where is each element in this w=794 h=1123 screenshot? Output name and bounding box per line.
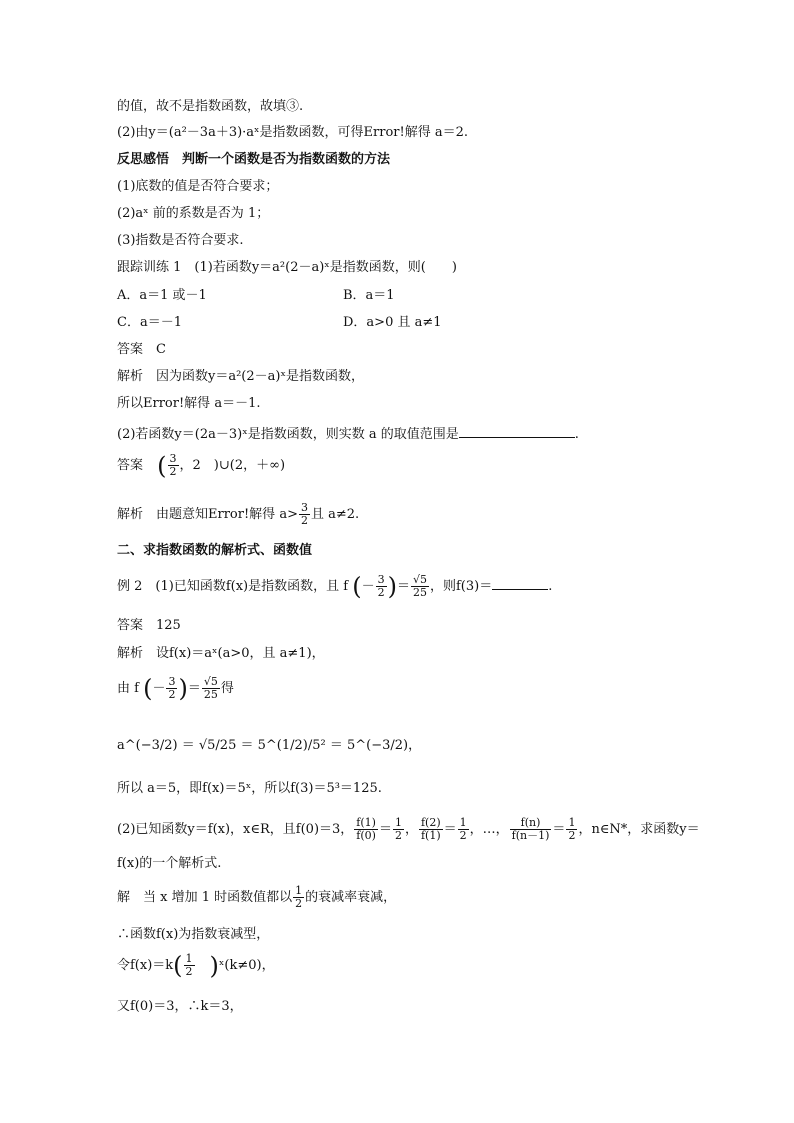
solution-text: 的衰减率衰减，	[305, 890, 397, 905]
fraction: $\frac{1}{2}$	[295, 884, 303, 910]
text-line: 解析 因为函数y＝a²(2－a)ˣ是指数函数，	[117, 369, 364, 384]
text-line: f(x)的一个解析式.	[117, 856, 222, 871]
answer-text: ，2 )∪(2，＋∞)	[179, 458, 286, 473]
fraction: $\frac{3}{2}$	[377, 573, 385, 599]
text-line: 所以Error!解得 a＝－1.	[117, 396, 261, 411]
exercise-question: 跟踪训练 1 (1)若函数y＝a²(2－a)ˣ是指数函数，则( )	[117, 260, 457, 275]
fraction: $\frac{3}{2}$	[169, 452, 177, 478]
option-d: D．a>0 且 a≠1	[343, 315, 442, 330]
options-row	[117, 287, 677, 305]
example-text: ，则f(3)＝	[430, 579, 493, 594]
problem-text: (2)已知函数y＝f(x)，x∈R，且f(0)＝3，	[117, 822, 354, 837]
solution-text: 解析 由题意知Error!解得 a>	[117, 507, 298, 522]
option-b: B．a＝1	[343, 288, 395, 303]
fraction: $\frac{√5}{25}$	[412, 573, 427, 599]
answer-line: 答案 ( $\frac{3}{2}$ ，2 )∪(2，＋∞)	[117, 451, 286, 480]
fraction: $\frac{√5}{25}$	[203, 675, 218, 701]
option-a: A．a＝1 或－1	[117, 288, 207, 303]
options-row	[117, 314, 677, 332]
solution-text: 解 当 x 增加 1 时函数值都以	[117, 890, 293, 905]
text-line: 由 f (－ $\frac{3}{2}$ )＝ $\frac{√5}{25}$ 得	[117, 674, 234, 703]
answer-line: 答案 125	[117, 618, 181, 633]
text-line	[117, 424, 579, 444]
solution-text: 且 a≠2.	[310, 507, 360, 522]
text-line: 的值，故不是指数函数，故填③.	[117, 99, 304, 114]
answer-line: 答案 C	[117, 342, 166, 357]
fraction: $\frac{3}{2}$	[300, 501, 308, 527]
solution-text: 得	[220, 681, 234, 696]
text-line: (3)指数是否符合要求.	[117, 233, 244, 248]
period: .	[548, 579, 553, 594]
text-line: 所以 a＝5，即f(x)＝5ˣ，所以f(3)＝5³＝125.	[117, 781, 382, 796]
text-line	[117, 500, 359, 530]
fraction: $\frac{f(2)}{f(1)}$	[420, 816, 441, 842]
solution-text: 由 f	[117, 681, 139, 696]
period: .	[574, 427, 579, 442]
option-c: C．a＝－1	[117, 315, 182, 330]
text-line: (2)由y＝(a²－3a＋3)·aˣ是指数函数，可得Error!解得 a＝2.	[117, 125, 469, 140]
text-line: 又f(0)＝3，∴k＝3，	[117, 999, 243, 1014]
text-line: (1)底数的值是否符合要求；	[117, 179, 279, 194]
fraction: $\frac{1}{2}$	[459, 816, 467, 842]
solution-text: 令f(x)＝k	[117, 958, 174, 973]
problem-text: ，n∈N*，求函数y＝	[578, 822, 700, 837]
text-line: (2)aˣ 前的系数是否为 1；	[117, 206, 270, 221]
answer-blank	[492, 576, 548, 590]
text-line: (2)已知函数y＝f(x)，x∈R，且f(0)＝3， $\frac{f(1)}{f(0)}$ ＝ $\frac{1}{2}$ ， $\frac{f(2)}{f(1)}$ ＝ $\frac{1}{2}$ ，…， $\frac{f(n)}{f(n-1)}$ ＝ $\frac{1}{2}$ ，n∈N*，求函数y＝	[117, 816, 700, 842]
answer-blank	[459, 424, 575, 438]
fraction: $\frac{1}{2}$	[185, 952, 193, 978]
solution-text: ˣ(k≠0)，	[218, 958, 275, 973]
example-text: 例 2 (1)已知函数f(x)是指数函数，且 f	[117, 579, 349, 594]
question-text: (2)若函数y＝(2a－3)ˣ是指数函数，则实数 a 的取值范围是	[117, 427, 459, 442]
text-line	[117, 883, 396, 913]
example-line: 例 2 (1)已知函数f(x)是指数函数，且 f (－ $\frac{3}{2}$ )＝ $\frac{√5}{25}$ ，则f(3)＝ .	[117, 572, 553, 601]
fraction: $\frac{3}{2}$	[168, 675, 176, 701]
fraction: $\frac{f(1)}{f(0)}$	[356, 816, 376, 842]
fraction: $\frac{1}{2}$	[568, 816, 576, 842]
text-line: 令f(x)＝k( $\frac{1}{2}$ )ˣ(k≠0)，	[117, 951, 275, 980]
reflection-heading: 反思感悟 判断一个函数是否为指数函数的方法	[117, 152, 391, 167]
section-heading: 二、求指数函数的解析式、函数值	[117, 543, 313, 558]
text-line: ∴函数f(x)为指数衰减型，	[117, 927, 270, 942]
answer-label: 答案	[117, 458, 144, 473]
fraction: $\frac{1}{2}$	[394, 816, 402, 842]
equation-line: a^(−3/2) ＝ √5/25 ＝ 5^(1/2)/5² ＝ 5^(−3/2)，	[117, 738, 422, 753]
fraction: $\frac{f(n)}{f(n-1)}$	[511, 816, 550, 842]
text-line: 解析 设f(x)＝aˣ(a>0，且 a≠1)，	[117, 646, 325, 661]
